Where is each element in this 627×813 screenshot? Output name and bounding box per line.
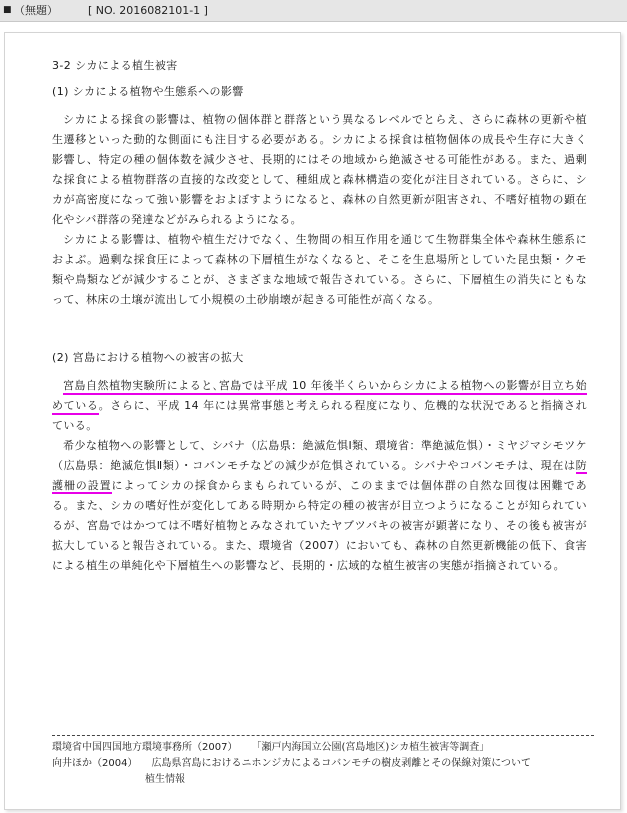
- document-number: [ NO. 2016082101-1 ]: [88, 4, 208, 17]
- subsection-1-paragraph-1: シカによる採食の影響は、植物の個体群と群落という異なるレベルでとらえ、さらに森林の更新や植生遷移といった動的な側面にも注目する必要がある。シカによる採食は植物個体の成長や生存に大きく影響し、特定の種の個体数を減少させ、長期的にはその地域から絶滅させる可能性がある。また、過剰な採食による植物群落の直接的な改変として、種組成と森林構造の変化が注目されている。さらに、シカが高密度になって強い影響をおよぼすようになると、森林の自然更新が阻害され、不嗜好植物の顕在化やシバ群落の発達などがみられるようになる。: [52, 113, 587, 226]
- document-title: （無題）: [14, 4, 58, 17]
- reference-title: 広島県宮島におけるニホンジカによるコバンモチの樹皮剥離とその保線対策について: [151, 758, 532, 769]
- subsection-2-paragraph-1: [52, 376, 587, 436]
- references: [52, 740, 597, 788]
- reference-item: [52, 740, 597, 756]
- reference-title-continued: 植生情報: [145, 774, 185, 785]
- paragraph-text: 。さらに、平成 14 年には異常事態と考えられる程度になり、危機的な状況であると指摘されている。: [52, 399, 587, 432]
- references-divider: [52, 735, 594, 736]
- subsection-2-title: (2) 宮島における植物への被害の拡大: [52, 351, 244, 364]
- reference-title: 「瀬戸内海国立公園(宮島地区)シカ植生被害等調査」: [251, 742, 490, 753]
- paragraph-text: 希少な植物への影響として、シバナ（広島県：絶滅危惧Ⅰ類、環境省：準絶滅危惧）・ミヤジマシモツケ（広島県：絶滅危惧Ⅱ類）・コバンモチなどの減少が危惧されている。シバナやコバンモチは、現在は: [52, 439, 587, 472]
- reference-author: 向井ほか（2004）: [52, 758, 138, 769]
- reference-item: [52, 756, 597, 772]
- subsection-2-paragraph-2: [52, 436, 587, 576]
- subsection-1-paragraph-2: シカによる影響は、植物や植生だけでなく、生物間の相互作用を通じて生物群集全体や森林生態系におよぶ。過剰な採食圧によって森林の下層植生がなくなると、そこを生息場所としていた昆虫類・クモ類や鳥類などが減少することが、さまざまな地域で報告されている。さらに、下層植生の消失にともなって、林床の土壌が流出して小規模の土砂崩壊が起きる可能性が高くなる。: [52, 233, 587, 306]
- underlined-phrase: 防護柵の設置: [52, 459, 587, 492]
- subsection-1-title: (1) シカによる植物や生態系への影響: [52, 85, 244, 98]
- document-body: [52, 56, 587, 576]
- reference-author: 環境省中国四国地方環境事務所（2007）: [52, 742, 238, 753]
- title-bar: [0, 0, 627, 22]
- paragraph-text: によってシカの採食からまもられているが、このままでは個体群の自然な回復は困難である。また、シカの嗜好性が変化してある時期から特定の種の被害が目立つようになることが知られているが、宮島ではかつては不嗜好植物とみなされていたヤブツバキの被害が顕著になり、その後も被害が拡大していると報告されている。また、環境省（2007）においても、森林の自然更新機能の低下、食害による植生の単純化や下層植生への影響など、長期的・広域的な植生被害の実態が指摘されている。: [52, 479, 587, 572]
- highlighted-sentence: 宮島自然植物実験所によると､宮島では平成 10 年後半くらいからシカによる植物への影響が目立ち始めている: [52, 379, 587, 415]
- document-marker-icon: ■: [3, 5, 12, 15]
- section-heading: 3-2 シカによる植生被害: [52, 59, 178, 72]
